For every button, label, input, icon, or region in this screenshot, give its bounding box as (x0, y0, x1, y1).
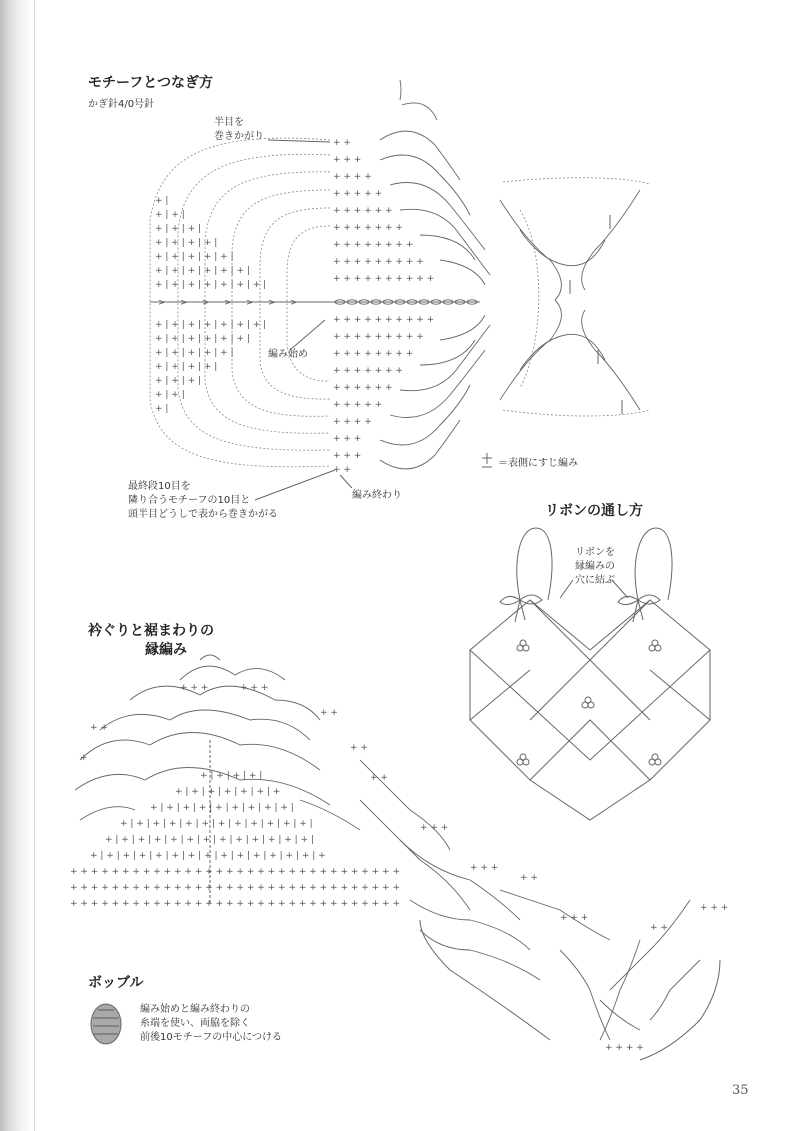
svg-text:+ +: + + (333, 138, 351, 148)
svg-text:+ | + | + | + | + | + | + | +: + | + | + | + | + | + | + | + | + | + | + | + | + | + | + (90, 851, 326, 861)
svg-text:+ | + | + | + |: + | + | + | + | (200, 771, 263, 781)
svg-text:+ + + + + + + +: + + + + + + + + (333, 240, 414, 250)
bobble-note-2: 糸端を使い、両脇を除く (140, 1018, 250, 1029)
svg-text:+ | + | + | + | + | + |: + | + | + | + | + | + | (155, 334, 250, 344)
svg-text:+ + + + + + +: + + + + + + + (333, 223, 403, 233)
svg-text:+ + + + + + + + +: + + + + + + + + + (333, 257, 424, 267)
bobble-note-3: 前後10モチーフの中心につける (140, 1032, 283, 1043)
svg-text:+ | + | + | + | + | + | + | +: + | + | + | + | + | + | + | + | + | + | + | + | (120, 819, 313, 829)
ribbon-note-2: 縁編みの (575, 561, 615, 572)
svg-text:+ + + +: + + + + (333, 417, 372, 427)
svg-text:+ | + | + | + | + |: + | + | + | + | + | (155, 348, 234, 358)
edging-grid (70, 771, 400, 909)
svg-text:+ +: + + (320, 708, 338, 718)
svg-text:+ + +: + + + (560, 913, 589, 923)
svg-text:+ | + | + | + |: + | + | + | + | (155, 362, 218, 372)
svg-text:+ +: + + (520, 873, 538, 883)
svg-text:+ | + | + |: + | + | + | (155, 376, 202, 386)
svg-text:+ + +: + + + (470, 863, 499, 873)
ribbon-note-3: 穴に結ぶ (575, 575, 615, 586)
svg-text:+ | + | + | + | + | + | + |: + | + | + | + | + | + | + | (155, 280, 267, 290)
svg-text:+ +: + + (90, 723, 108, 733)
start-label: 編み始め (268, 349, 308, 360)
bobble-symbol (88, 1000, 128, 1050)
svg-text:+ + +: + + + (333, 434, 362, 444)
svg-text:+ | + |: + | + | (155, 210, 185, 220)
svg-text:+ | + | + | + | + | + | + | +: + | + | + | + | + | + | + | + | + | + | + | + | + | (105, 835, 314, 845)
svg-text:>: > (158, 298, 166, 308)
svg-text:+ + +: + + + (700, 903, 729, 913)
svg-text:+ + +: + + + (180, 683, 209, 693)
svg-text:>: > (268, 298, 276, 308)
svg-text:+ +: + + (370, 773, 388, 783)
svg-text:+ + + + + +: + + + + + + (333, 383, 393, 393)
svg-text:+ + +: + + + (333, 451, 362, 461)
svg-text:+ + + + + + + + + + + + + + +: + + + + + + + + + + + + + + + + + + + + + + + + + + + + + + + + (70, 883, 400, 893)
svg-text:+ + + + + + + + + + + + + + +: + + + + + + + + + + + + + + + + + + + + + + + + + + + + + + + + (70, 899, 400, 909)
svg-text:+ | + | + |: + | + | + | (155, 224, 202, 234)
svg-text:+ + +: + + + (333, 155, 362, 165)
svg-text:>: > (246, 298, 254, 308)
end-label: 編み終わり (352, 490, 402, 501)
svg-text:>: > (224, 298, 232, 308)
svg-text:+ | + | + | + | + | + |: + | + | + | + | + | + | (155, 266, 250, 276)
svg-text:+ + +: + + + (240, 683, 269, 693)
svg-text:+ + + +: + + + + (605, 1043, 644, 1053)
edging-title-2: 縁編み (145, 642, 187, 658)
edging-loops (75, 655, 700, 1040)
svg-text:+ + + + +: + + + + + (333, 400, 383, 410)
svg-text:+ | + | + | + | + | + | + |: + | + | + | + | + | + | + | (155, 320, 267, 330)
svg-text:+ + + + + + + + + +: + + + + + + + + + + (333, 315, 435, 325)
svg-text:>: > (202, 298, 210, 308)
svg-text:>: > (180, 298, 188, 308)
svg-text:+ | + | + | + | + |: + | + | + | + | + | (155, 252, 234, 262)
motif-title: モチーフとつなぎ方 (88, 75, 214, 91)
half-stitch-label-1: 半目を (214, 117, 244, 128)
svg-text:+ + + + + + + + +: + + + + + + + + + (333, 332, 424, 342)
svg-text:+: + (80, 753, 88, 763)
ribbon-note-1: リボンを (575, 547, 615, 558)
svg-text:+ + + + +: + + + + + (333, 189, 383, 199)
svg-text:+ + + + + + + + + + + + + + +: + + + + + + + + + + + + + + + + + + + + + + + + + + + + + + + + (70, 867, 400, 877)
svg-text:+ + + +: + + + + (333, 172, 372, 182)
svg-text:+ + + + + + +: + + + + + + + (333, 366, 403, 376)
hook-size: かぎ針4/0号針 (88, 99, 155, 110)
join-note-3: 頭半目どうしで表から巻きかがる (128, 509, 278, 520)
join-note-1: 最終段10目を (128, 481, 191, 492)
svg-text:+ +: + + (333, 465, 351, 475)
svg-text:+ |: + | (155, 196, 169, 206)
svg-text:+ | + | + | + |: + | + | + | + | (155, 238, 218, 248)
svg-text:+ +: + + (650, 923, 668, 933)
svg-text:+ + + + + + + + + +: + + + + + + + + + + (333, 274, 435, 284)
ribbon-title: リボンの通し方 (545, 503, 643, 519)
svg-text:+ | + |: + | + | (155, 390, 185, 400)
svg-text:+ +: + + (350, 743, 368, 753)
edging-title-1: 衿ぐりと裾まわりの (88, 623, 214, 639)
svg-text:+ + + + + + + +: + + + + + + + + (333, 349, 414, 359)
svg-text:+ |: + | (155, 404, 169, 414)
svg-text:+ + +: + + + (420, 823, 449, 833)
join-note-2: 隣り合うモチーフの10目と (128, 495, 251, 506)
bobble-note-1: 編み始めと編み終わりの (140, 1004, 250, 1015)
svg-text:+ | + | + | + | + | + | +: + | + | + | + | + | + | + (175, 787, 281, 797)
stitch-legend: ＝表側にすじ編み (498, 458, 578, 469)
half-stitch-label-2: 巻きかがり (214, 131, 264, 142)
bobble-title: ボッブル (88, 975, 144, 991)
page-number: 35 (732, 1083, 749, 1098)
svg-text:>: > (290, 298, 298, 308)
svg-text:+ + + + + +: + + + + + + (333, 206, 393, 216)
svg-text:+ | + | + | + | + | + | + | +: + | + | + | + | + | + | + | + | + | (150, 803, 294, 813)
